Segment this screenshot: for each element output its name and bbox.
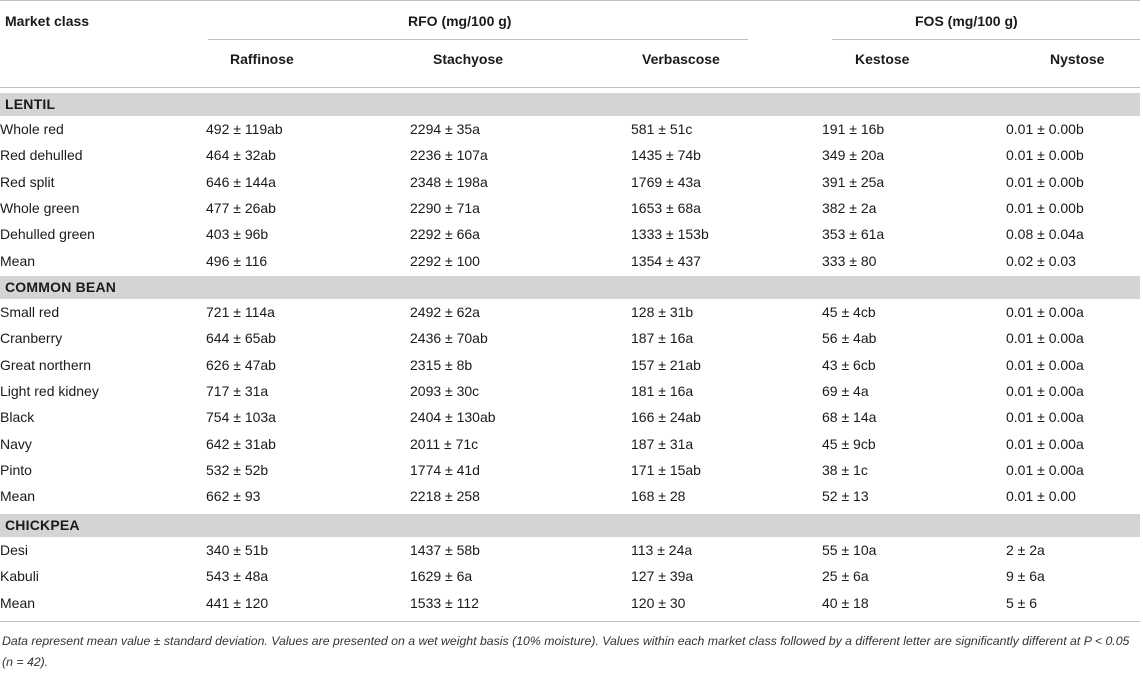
common-bean-rows bbox=[0, 299, 1140, 509]
stachyose-value: 2218 ± 258 bbox=[410, 488, 480, 505]
kestose-value: 56 ± 4ab bbox=[822, 330, 877, 347]
col-header-kestose: Kestose bbox=[855, 51, 910, 67]
raffinose-value: 543 ± 48a bbox=[206, 568, 269, 585]
raffinose-value: 496 ± 116 bbox=[206, 252, 268, 269]
raffinose-value: 492 ± 119ab bbox=[206, 121, 283, 138]
nystose-value: 0.01 ± 0.00a bbox=[1006, 304, 1084, 321]
raffinose-value: 642 ± 31ab bbox=[206, 435, 276, 452]
verbascose-value: 1653 ± 68a bbox=[631, 200, 701, 217]
verbascose-value: 187 ± 16a bbox=[631, 330, 694, 347]
table-row bbox=[0, 563, 1140, 589]
verbascose-value: 157 ± 21ab bbox=[631, 356, 701, 373]
col-header-verbascose: Verbascose bbox=[642, 51, 720, 67]
stachyose-value: 2011 ± 71c bbox=[410, 435, 479, 452]
raffinose-value: 644 ± 65ab bbox=[206, 330, 276, 347]
verbascose-value: 581 ± 51c bbox=[631, 121, 693, 138]
table-row bbox=[0, 247, 1140, 273]
raffinose-value: 662 ± 93 bbox=[206, 488, 261, 505]
stachyose-value: 1437 ± 58b bbox=[410, 542, 480, 559]
verbascose-value: 171 ± 15ab bbox=[631, 461, 701, 478]
kestose-value: 68 ± 14a bbox=[822, 409, 877, 426]
col-header-stachyose: Stachyose bbox=[433, 51, 504, 67]
stachyose-value: 1774 ± 41d bbox=[410, 461, 480, 478]
header-bottom-rule bbox=[0, 87, 1140, 88]
table-row bbox=[0, 221, 1140, 247]
row-name: Desi bbox=[0, 542, 29, 559]
kestose-value: 333 ± 80 bbox=[822, 252, 877, 269]
table-row bbox=[0, 457, 1140, 483]
stachyose-value: 2236 ± 107a bbox=[410, 147, 488, 164]
stachyose-value: 2290 ± 71a bbox=[410, 200, 480, 217]
stachyose-value: 1533 ± 112 bbox=[410, 594, 479, 611]
nystose-value: 0.01 ± 0.00a bbox=[1006, 356, 1084, 373]
row-name: Mean bbox=[0, 488, 36, 505]
section-title: LENTIL bbox=[5, 96, 56, 112]
row-name: Dehulled green bbox=[0, 226, 95, 243]
fos-group-rule bbox=[832, 39, 1140, 40]
table-row bbox=[0, 483, 1140, 509]
rfo-group-header: RFO (mg/100 g) bbox=[408, 13, 512, 29]
row-name: Red split bbox=[0, 173, 55, 190]
nystose-value: 0.01 ± 0.00b bbox=[1006, 200, 1084, 217]
table-row bbox=[0, 378, 1140, 404]
table-row bbox=[0, 299, 1140, 325]
row-name: Whole green bbox=[0, 200, 80, 217]
section-title: CHICKPEA bbox=[5, 517, 80, 533]
nystose-value: 5 ± 6 bbox=[1006, 594, 1038, 611]
table-bottom-rule bbox=[0, 621, 1140, 622]
section-title: COMMON BEAN bbox=[5, 279, 117, 295]
nystose-value: 0.01 ± 0.00b bbox=[1006, 121, 1084, 138]
raffinose-value: 717 ± 31a bbox=[206, 383, 269, 400]
nystose-value: 0.01 ± 0.00b bbox=[1006, 173, 1084, 190]
raffinose-value: 340 ± 51b bbox=[206, 542, 269, 559]
table-row bbox=[0, 325, 1140, 351]
verbascose-value: 166 ± 24ab bbox=[631, 409, 701, 426]
nystose-value: 0.02 ± 0.03 bbox=[1006, 252, 1076, 269]
verbascose-value: 1769 ± 43a bbox=[631, 173, 701, 190]
nystose-value: 0.01 ± 0.00a bbox=[1006, 383, 1084, 400]
nystose-value: 0.01 ± 0.00a bbox=[1006, 435, 1084, 452]
row-name: Great northern bbox=[0, 356, 92, 373]
kestose-value: 69 ± 4a bbox=[822, 383, 869, 400]
verbascose-value: 113 ± 24a bbox=[631, 542, 693, 559]
nystose-value: 0.01 ± 0.00a bbox=[1006, 461, 1084, 478]
nystose-value: 0.01 ± 0.00 bbox=[1006, 488, 1076, 505]
verbascose-value: 1435 ± 74b bbox=[631, 147, 701, 164]
table-footnote: Data represent mean value ± standard deviation. Values are presented on a wet weight basis (10% moisture). Values within each market class followed by a different letter are significantly different at P < 0.05 (n = 42). bbox=[2, 634, 1130, 669]
stachyose-value: 2292 ± 100 bbox=[410, 252, 480, 269]
kestose-value: 382 ± 2a bbox=[822, 200, 877, 217]
lentil-rows bbox=[0, 116, 1140, 274]
row-name: Navy bbox=[0, 435, 32, 452]
col-header-nystose: Nystose bbox=[1050, 51, 1105, 67]
kestose-value: 55 ± 10a bbox=[822, 542, 877, 559]
raffinose-value: 646 ± 144a bbox=[206, 173, 276, 190]
table-row bbox=[0, 404, 1140, 430]
table-row bbox=[0, 590, 1140, 616]
chickpea-rows bbox=[0, 537, 1140, 616]
row-name: Light red kidney bbox=[0, 383, 99, 400]
row-name: Black bbox=[0, 409, 35, 426]
kestose-value: 45 ± 4cb bbox=[822, 304, 876, 321]
kestose-value: 25 ± 6a bbox=[822, 568, 869, 585]
stachyose-value: 2404 ± 130ab bbox=[410, 409, 496, 426]
row-name: Pinto bbox=[0, 461, 32, 478]
verbascose-value: 168 ± 28 bbox=[631, 488, 686, 505]
table-row bbox=[0, 430, 1140, 456]
raffinose-value: 626 ± 47ab bbox=[206, 356, 276, 373]
raffinose-value: 441 ± 120 bbox=[206, 594, 269, 611]
verbascose-value: 187 ± 31a bbox=[631, 435, 694, 452]
nystose-value: 2 ± 2a bbox=[1006, 542, 1045, 559]
stachyose-value: 2492 ± 62a bbox=[410, 304, 480, 321]
raffinose-value: 477 ± 26ab bbox=[206, 200, 276, 217]
kestose-value: 45 ± 9cb bbox=[822, 435, 876, 452]
raffinose-value: 464 ± 32ab bbox=[206, 147, 276, 164]
table-row bbox=[0, 352, 1140, 378]
table-row bbox=[0, 537, 1140, 563]
row-name: Cranberry bbox=[0, 330, 63, 347]
raffinose-value: 403 ± 96b bbox=[206, 226, 269, 243]
table-top-rule bbox=[0, 0, 1140, 1]
kestose-value: 40 ± 18 bbox=[822, 594, 869, 611]
raffinose-value: 532 ± 52b bbox=[206, 461, 269, 478]
stachyose-value: 2315 ± 8b bbox=[410, 356, 473, 373]
section-band-lentil bbox=[0, 93, 1140, 116]
kestose-value: 391 ± 25a bbox=[822, 173, 885, 190]
verbascose-value: 1333 ± 153b bbox=[631, 226, 709, 243]
table-row bbox=[0, 116, 1140, 142]
verbascose-value: 127 ± 39a bbox=[631, 568, 694, 585]
row-name: Kabuli bbox=[0, 568, 39, 585]
row-name: Small red bbox=[0, 304, 60, 321]
market-class-header: Market class bbox=[5, 13, 90, 29]
kestose-value: 43 ± 6cb bbox=[822, 356, 876, 373]
fos-group-header: FOS (mg/100 g) bbox=[915, 13, 1018, 29]
rfo-group-rule bbox=[208, 39, 748, 40]
verbascose-value: 120 ± 30 bbox=[631, 594, 686, 611]
raffinose-value: 721 ± 114a bbox=[206, 304, 275, 321]
stachyose-value: 2294 ± 35a bbox=[410, 121, 480, 138]
nystose-value: 0.01 ± 0.00a bbox=[1006, 330, 1084, 347]
raffinose-value: 754 ± 103a bbox=[206, 409, 276, 426]
kestose-value: 191 ± 16b bbox=[822, 121, 885, 138]
kestose-value: 349 ± 20a bbox=[822, 147, 885, 164]
nystose-value: 0.01 ± 0.00a bbox=[1006, 409, 1084, 426]
row-name: Whole red bbox=[0, 121, 64, 138]
row-name: Mean bbox=[0, 252, 36, 269]
stachyose-value: 2436 ± 70ab bbox=[410, 330, 488, 347]
stachyose-value: 2348 ± 198a bbox=[410, 173, 488, 190]
col-header-raffinose: Raffinose bbox=[230, 51, 294, 67]
table-row bbox=[0, 195, 1140, 221]
row-name: Mean bbox=[0, 594, 36, 611]
nystose-value: 0.01 ± 0.00b bbox=[1006, 147, 1084, 164]
verbascose-value: 128 ± 31b bbox=[631, 304, 694, 321]
section-band-chickpea bbox=[0, 514, 1140, 537]
kestose-value: 353 ± 61a bbox=[822, 226, 885, 243]
table-row bbox=[0, 142, 1140, 168]
row-name: Red dehulled bbox=[0, 147, 83, 164]
kestose-value: 38 ± 1c bbox=[822, 461, 868, 478]
nystose-value: 9 ± 6a bbox=[1006, 568, 1045, 585]
table-row bbox=[0, 169, 1140, 195]
stachyose-value: 2292 ± 66a bbox=[410, 226, 480, 243]
stachyose-value: 2093 ± 30c bbox=[410, 383, 480, 400]
stachyose-value: 1629 ± 6a bbox=[410, 568, 473, 585]
nystose-value: 0.08 ± 0.04a bbox=[1006, 226, 1084, 243]
section-band-common-bean bbox=[0, 276, 1140, 299]
verbascose-value: 181 ± 16a bbox=[631, 383, 694, 400]
kestose-value: 52 ± 13 bbox=[822, 488, 869, 505]
verbascose-value: 1354 ± 437 bbox=[631, 252, 701, 269]
